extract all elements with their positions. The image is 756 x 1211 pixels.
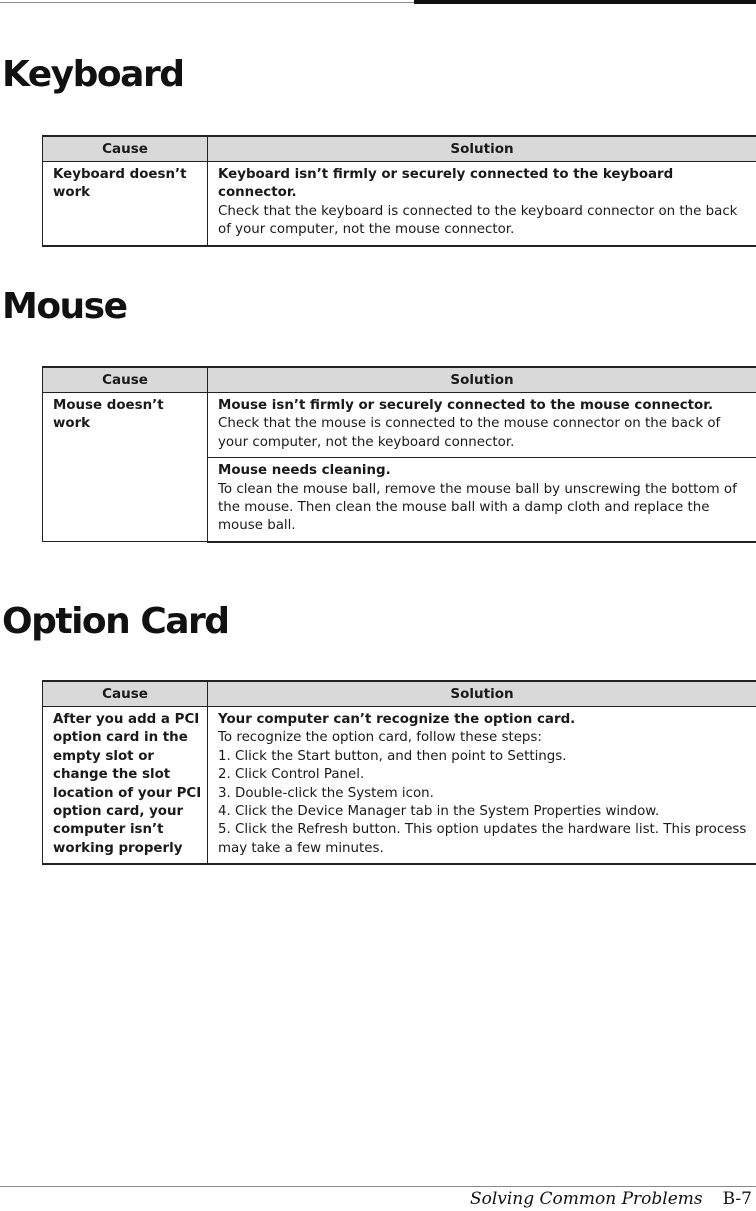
section-title-mouse: Mouse bbox=[2, 286, 127, 327]
solution-cell bbox=[208, 707, 756, 865]
keyboard-table bbox=[42, 135, 756, 247]
cause-cell: Mouse doesn’t work bbox=[43, 393, 208, 542]
solution-heading: Mouse isn’t firmly or securely connected to the mouse connector. bbox=[218, 398, 714, 413]
section-title-option-card: Option Card bbox=[2, 601, 229, 642]
column-header-solution: Solution bbox=[208, 136, 756, 162]
step-item: 1. Click the Start button, and then point to Settings. bbox=[218, 748, 567, 764]
column-header-solution: Solution bbox=[208, 681, 756, 707]
solution-intro: To recognize the option card, follow these steps: bbox=[218, 730, 542, 746]
step-item: 5. Click the Refresh button. This option updates the hardware list. This process may take a few minutes. bbox=[218, 822, 747, 856]
section-title-keyboard: Keyboard bbox=[2, 54, 184, 95]
step-item: 2. Click Control Panel. bbox=[218, 767, 365, 783]
solution-cell bbox=[208, 162, 756, 246]
table-row bbox=[43, 707, 756, 865]
option-card-table bbox=[42, 680, 756, 865]
solution-text: Check that the mouse is connected to the mouse connector on the back of your computer, not the keyboard connector. bbox=[218, 416, 721, 450]
table-row bbox=[43, 393, 756, 458]
table-header-row bbox=[43, 367, 756, 393]
mouse-table bbox=[42, 366, 756, 543]
column-header-solution: Solution bbox=[208, 367, 756, 393]
column-header-cause: Cause bbox=[43, 367, 208, 393]
solution-cell bbox=[208, 393, 756, 458]
solution-text: To clean the mouse ball, remove the mouse ball by unscrewing the bottom of the mouse. Then clean the mouse ball with a damp cloth and replace the mouse ball. bbox=[218, 481, 737, 534]
footer-chapter-title: Solving Common Problems bbox=[469, 1189, 703, 1209]
header-rule-thin bbox=[0, 2, 414, 3]
solution-cell bbox=[208, 458, 756, 542]
solution-heading: Keyboard isn’t firmly or securely connected to the keyboard connector. bbox=[218, 167, 674, 201]
page-footer bbox=[470, 1189, 752, 1209]
cause-cell: Keyboard doesn’t work bbox=[43, 162, 208, 246]
table-row bbox=[43, 162, 756, 246]
solution-heading: Your computer can’t recognize the option card. bbox=[218, 712, 576, 727]
step-item: 4. Click the Device Manager tab in the System Properties window. bbox=[218, 804, 660, 820]
table-header-row bbox=[43, 681, 756, 707]
column-header-cause: Cause bbox=[43, 681, 208, 707]
solution-text: Check that the keyboard is connected to the keyboard connector on the back of your computer, not the mouse connector. bbox=[218, 203, 738, 238]
solution-heading: Mouse needs cleaning. bbox=[218, 463, 391, 479]
header-rule-thick bbox=[414, 0, 756, 4]
step-item: 3. Double-click the System icon. bbox=[218, 785, 434, 801]
page-number: B-7 bbox=[722, 1189, 752, 1209]
footer-rule bbox=[0, 1186, 756, 1187]
column-header-cause: Cause bbox=[43, 136, 208, 162]
cause-cell: After you add a PCI option card in the empty slot or change the slot location of your PCI option card, your computer isn’t working properly bbox=[43, 707, 208, 865]
table-header-row bbox=[43, 136, 756, 162]
